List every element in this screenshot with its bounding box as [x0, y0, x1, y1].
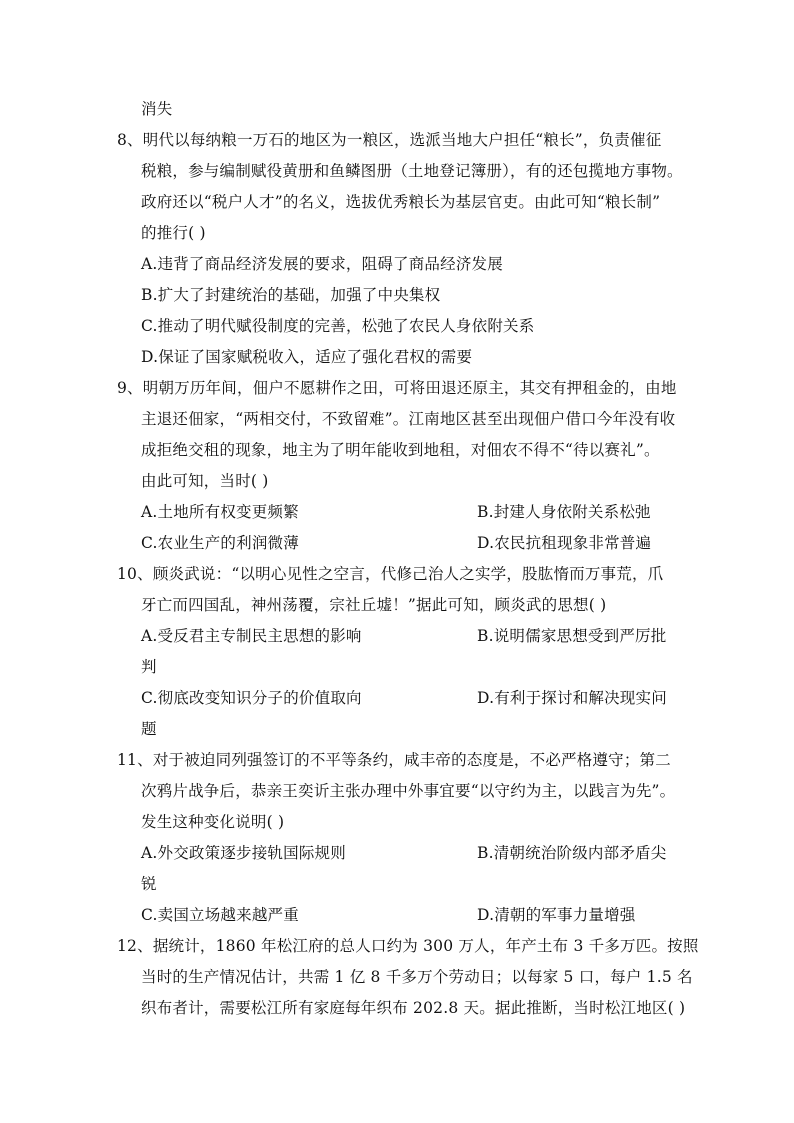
text-line: 锐 — [141, 875, 157, 893]
text-line: 税粮，参与编制赋役黄册和鱼鳞图册（土地登记簿册），有的还包揽地方事物。 — [141, 162, 683, 180]
text-line: 牙亡而四国乱，神州荡覆，宗社丘墟！”据此可知，顾炎武的思想( ) — [141, 596, 607, 614]
question-11-option-c: C.卖国立场越来越严重 — [141, 906, 299, 924]
text-line: 题 — [141, 720, 157, 738]
question-10-option-b: B.说明儒家思想受到严厉批 — [477, 627, 667, 645]
question-10-option-c: C.彻底改变知识分子的价值取向 — [141, 689, 362, 707]
text-line: 政府还以“税户人才”的名义，选拔优秀粮长为基层官吏。由此可知“粮长制” — [141, 193, 661, 211]
question-9-option-d: D.农民抗租现象非常普遍 — [477, 534, 652, 552]
text-line: 织布者计，需要松江所有家庭每年织布 202.8 天。据此推断，当时松江地区( ) — [141, 999, 686, 1017]
text-line: 判 — [141, 658, 157, 676]
question-9-option-b: B.封建人身依附关系松弛 — [477, 503, 651, 521]
question-8-option-a: A.违背了商品经济发展的要求，阻碍了商品经济发展 — [141, 255, 503, 273]
question-10-option-d: D.有利于探讨和解决现实问 — [477, 689, 667, 707]
question-9-stem: 9、明朝万历年间，佃户不愿耕作之田，可将田退还原主，其交有押租金的，由地 — [117, 379, 677, 397]
text-line: 消失 — [141, 100, 173, 118]
text-line: 成拒绝交租的现象，地主为了明年能收到地租，对佃农不得不“待以赛礼”。 — [141, 441, 660, 459]
question-11-option-a: A.外交政策逐步接轨国际规则 — [141, 844, 346, 862]
question-10-option-a: A.受反君主专制民主思想的影响 — [141, 627, 362, 645]
text-line: 主退还佃家，“两相交付，不致留难”。江南地区甚至出现佃户借口今年没有收 — [141, 410, 676, 428]
question-8-option-d: D.保证了国家赋税收入，适应了强化君权的需要 — [141, 348, 473, 366]
question-11-stem: 11、对于被迫同列强签订的不平等条约，咸丰帝的态度是，不必严格遵守；第二 — [117, 751, 671, 769]
question-10-stem: 10、顾炎武说：“以明心见性之空言，代修己治人之实学，股肱惰而万事荒，爪 — [117, 565, 664, 583]
text-line: 由此可知，当时( ) — [141, 472, 269, 490]
question-11-option-b: B.清朝统治阶级内部矛盾尖 — [477, 844, 667, 862]
question-9-option-c: C.农业生产的利润微薄 — [141, 534, 299, 552]
question-8-option-b: B.扩大了封建统治的基础，加强了中央集权 — [141, 286, 441, 304]
question-9-option-a: A.土地所有权变更频繁 — [141, 503, 299, 521]
question-12-stem: 12、据统计，1860 年松江府的总人口约为 300 万人，年产土布 3 千多万匹。按照 — [117, 937, 699, 955]
text-line: 当时的生产情况估计，共需 1 亿 8 千多万个劳动日；以每家 5 口，每户 1.5 名 — [141, 968, 693, 986]
text-line: 的推行( ) — [141, 224, 206, 242]
question-11-option-d: D.清朝的军事力量增强 — [477, 906, 636, 924]
question-8-option-c: C.推动了明代赋役制度的完善，松弛了农民人身依附关系 — [141, 317, 535, 335]
question-8-stem: 8、明代以每纳粮一万石的地区为一粮区，选派当地大户担任“粮长”，负责催征 — [117, 131, 662, 149]
text-line: 发生这种变化说明( ) — [141, 813, 285, 831]
text-line: 次鸦片战争后，恭亲王奕䜣主张办理中外事宜要“以守约为主，以践言为先”。 — [141, 782, 676, 800]
